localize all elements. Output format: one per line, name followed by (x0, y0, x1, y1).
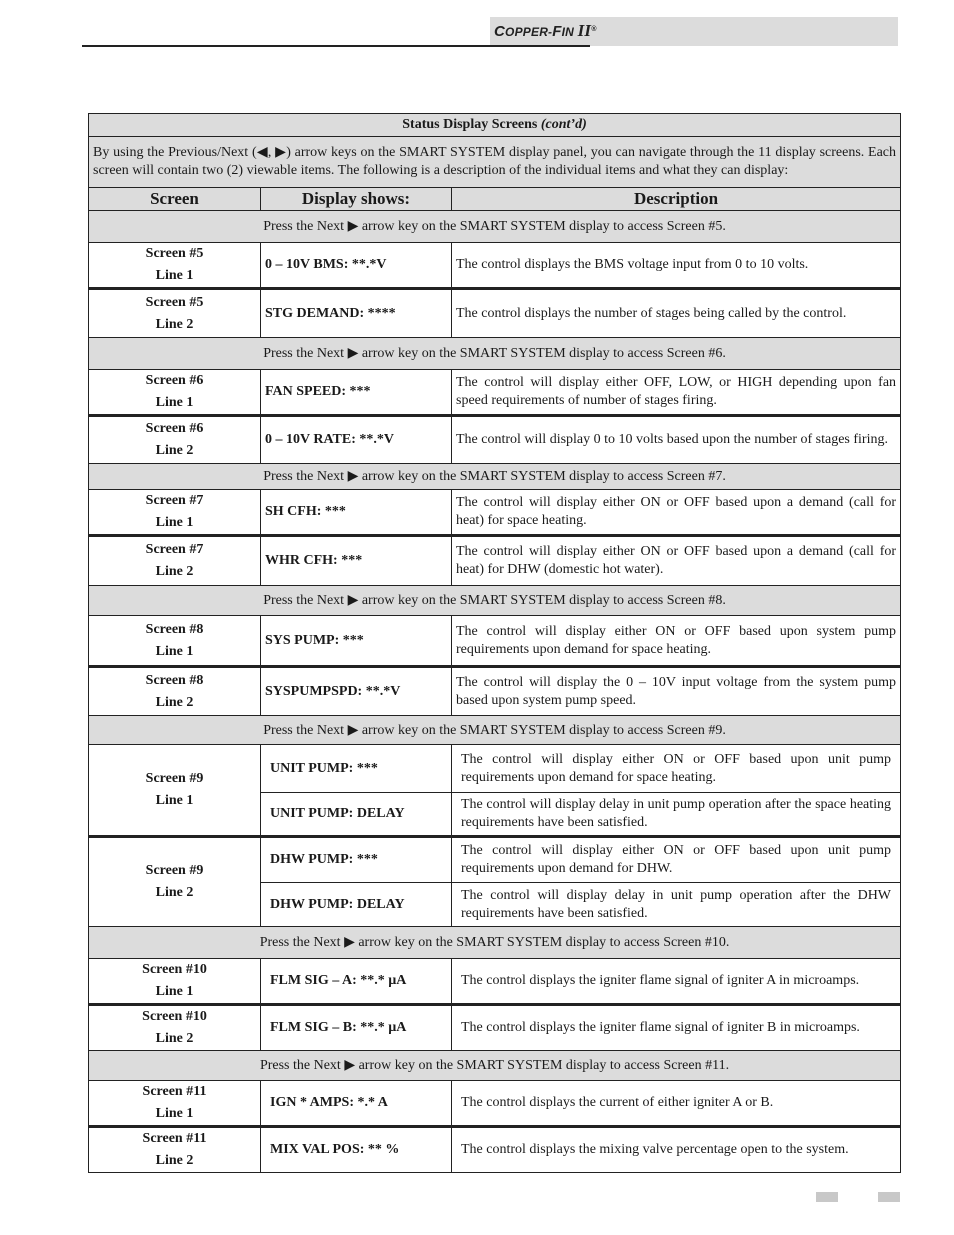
display-cell: IGN * AMPS: *.* A (261, 1081, 452, 1127)
press-next-11: Press the Next ▶ arrow key on the SMART SYSTEM display to access Screen #11. (89, 1051, 901, 1081)
screen-label: Screen #10 (142, 1009, 207, 1024)
line-label: Line 1 (155, 1106, 194, 1121)
line-label: Line 2 (155, 1031, 194, 1046)
page-marker-left (816, 1192, 838, 1202)
display-cell: SYS PUMP: *** (261, 616, 452, 667)
description-cell: The control will display 0 to 10 volts based upon the number of stages firing. (452, 416, 901, 464)
description-cell: The control displays the number of stages being called by the control. (452, 289, 901, 338)
line-label: Line 2 (155, 443, 194, 458)
screen-label: Screen #7 (145, 542, 204, 557)
display-cell: SYSPUMPSPD: **.*V (261, 667, 452, 716)
screen-label: Screen #9 (145, 771, 204, 786)
table-row (89, 959, 901, 1005)
column-headers (89, 188, 901, 211)
display-cell: DHW PUMP: *** (261, 837, 452, 883)
table-row (89, 667, 901, 716)
screen-cell (89, 289, 261, 338)
screen-cell (89, 959, 261, 1005)
table-row (89, 243, 901, 289)
brand-logo: COPPER-FIN II® (494, 21, 597, 40)
screen-cell (89, 1081, 261, 1127)
status-display-table (88, 113, 901, 1173)
display-cell: 0 – 10V RATE: **.*V (261, 416, 452, 464)
screen-cell (89, 490, 261, 536)
table-row (89, 536, 901, 586)
table-row (89, 490, 901, 536)
line-label: Line 1 (155, 793, 194, 808)
col-screen: Screen (89, 188, 261, 211)
display-cell: SH CFH: *** (261, 490, 452, 536)
screen-cell (89, 536, 261, 586)
screen-label: Screen #6 (145, 373, 204, 388)
screen-label: Screen #9 (145, 863, 204, 878)
display-cell: 0 – 10V BMS: **.*V (261, 243, 452, 289)
screen-cell (89, 1005, 261, 1051)
line-label: Line 2 (155, 885, 194, 900)
screen-cell (89, 745, 261, 837)
description-cell: The control will display either ON or OFF based upon a demand (call for heat) for space heating. (452, 490, 901, 536)
press-next-5: Press the Next ▶ arrow key on the SMART SYSTEM display to access Screen #5. (89, 211, 901, 243)
press-next-7: Press the Next ▶ arrow key on the SMART SYSTEM display to access Screen #7. (89, 464, 901, 490)
col-display: Display shows: (261, 188, 452, 211)
display-cell: FAN SPEED: *** (261, 370, 452, 416)
screen-label: Screen #6 (145, 421, 204, 436)
screen-cell (89, 837, 261, 927)
header-rule (82, 45, 590, 47)
table-row (89, 289, 901, 338)
page-marker-right (878, 1192, 900, 1202)
screen-label: Screen #11 (142, 1131, 207, 1146)
display-cell: MIX VAL POS: ** % (261, 1127, 452, 1173)
description-cell: The control displays the igniter flame signal of igniter B in microamps. (452, 1005, 901, 1051)
col-description: Description (452, 188, 901, 211)
screen-cell (89, 1127, 261, 1173)
line-label: Line 1 (155, 268, 194, 283)
screen-label: Screen #5 (145, 294, 204, 310)
table-row (89, 745, 901, 793)
description-cell: The control displays the BMS voltage input from 0 to 10 volts. (452, 243, 901, 289)
intro-text: By using the Previous/Next (◀, ▶) arrow keys on the SMART SYSTEM display panel, you can navigate through the 11 display screens. Each screen will contain two (2) viewable items. The following is a description of the individual items and what they can display: (89, 137, 901, 188)
description-cell: The control will display either ON or OFF based upon a demand (call for heat) for DHW (domestic hot water). (452, 536, 901, 586)
line-label: Line 2 (155, 694, 194, 710)
description-cell: The control displays the current of either igniter A or B. (452, 1081, 901, 1127)
screen-label: Screen #11 (142, 1084, 207, 1099)
display-cell: FLM SIG – A: **.* µA (261, 959, 452, 1005)
table-row (89, 1081, 901, 1127)
display-cell: UNIT PUMP: *** (261, 745, 452, 793)
line-label: Line 2 (155, 1153, 194, 1168)
line-label: Line 1 (155, 984, 194, 999)
description-cell: The control will display either OFF, LOW, or HIGH depending upon fan speed requirements of number of stages firing. (452, 370, 901, 416)
description-cell: The control displays the mixing valve percentage open to the system. (452, 1127, 901, 1173)
table-row (89, 1005, 901, 1051)
press-next-6: Press the Next ▶ arrow key on the SMART SYSTEM display to access Screen #6. (89, 338, 901, 370)
description-cell: The control will display the 0 – 10V input voltage from the system pump based upon system pump speed. (452, 667, 901, 716)
line-label: Line 2 (155, 316, 194, 332)
screen-cell (89, 243, 261, 289)
line-label: Line 1 (155, 515, 194, 530)
description-cell: The control will display either ON or OFF based upon unit pump requirements upon demand for space heating. (452, 745, 901, 793)
screen-label: Screen #10 (142, 962, 207, 977)
description-cell: The control will display either ON or OFF based upon system pump requirements upon demand for space heating. (452, 616, 901, 667)
table-row (89, 416, 901, 464)
screen-label: Screen #7 (145, 493, 204, 508)
title-text: Status Display Screens (402, 117, 538, 132)
line-label: Line 1 (155, 643, 194, 659)
table-row (89, 837, 901, 883)
description-cell: The control displays the igniter flame signal of igniter A in microamps. (452, 959, 901, 1005)
press-next-10: Press the Next ▶ arrow key on the SMART SYSTEM display to access Screen #10. (89, 927, 901, 959)
screen-label: Screen #8 (145, 621, 204, 637)
screen-cell (89, 616, 261, 667)
display-cell: FLM SIG – B: **.* µA (261, 1005, 452, 1051)
screen-cell (89, 667, 261, 716)
description-cell: The control will display delay in unit pump operation after the space heating requirements have been satisfied. (452, 793, 901, 837)
display-cell: UNIT PUMP: DELAY (261, 793, 452, 837)
description-cell: The control will display delay in unit pump operation after the DHW requirements have been satisfied. (452, 883, 901, 927)
press-next-8: Press the Next ▶ arrow key on the SMART SYSTEM display to access Screen #8. (89, 586, 901, 616)
screen-label: Screen #8 (145, 672, 204, 688)
title-suffix: (cont’d) (540, 117, 587, 132)
table-row (89, 616, 901, 667)
screen-label: Screen #5 (145, 246, 204, 261)
screen-cell (89, 370, 261, 416)
table-row (89, 1127, 901, 1173)
table-title (89, 114, 901, 137)
line-label: Line 1 (155, 395, 194, 410)
table-row (89, 370, 901, 416)
screen-cell (89, 416, 261, 464)
description-cell: The control will display either ON or OFF based upon unit pump requirements upon demand for DHW. (452, 837, 901, 883)
display-cell: WHR CFH: *** (261, 536, 452, 586)
press-next-9: Press the Next ▶ arrow key on the SMART SYSTEM display to access Screen #9. (89, 716, 901, 745)
display-cell: DHW PUMP: DELAY (261, 883, 452, 927)
line-label: Line 2 (155, 564, 194, 579)
display-cell: STG DEMAND: **** (261, 289, 452, 338)
